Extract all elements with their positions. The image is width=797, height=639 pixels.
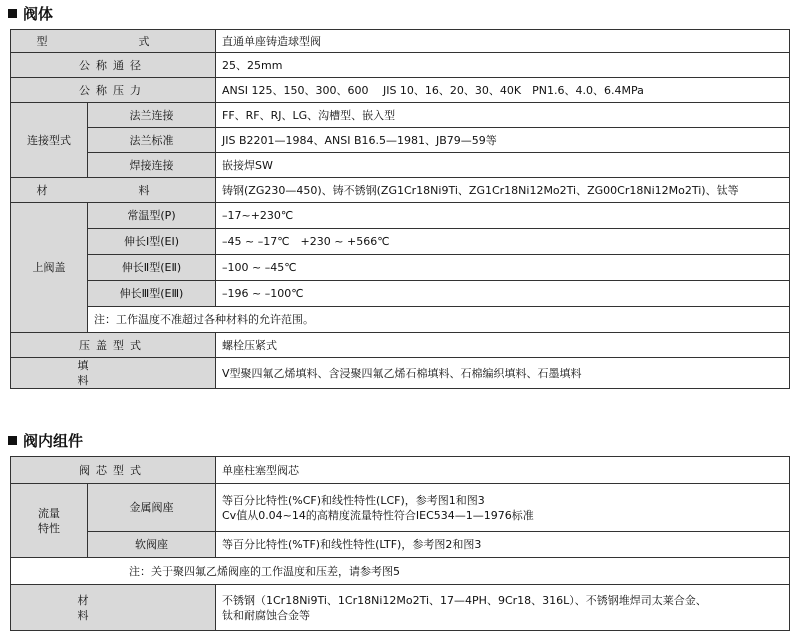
flange-standard-value: JIS B2201—1984、ANSI B16.5—1981、JB79—59等 — [216, 128, 790, 153]
normal-temp-value: –17~+230℃ — [216, 203, 790, 229]
soft-seat-value: 等百分比特性(%TF)和线性特性(LTF)，参考图2和图3 — [216, 532, 790, 558]
packing-label: 填 料 — [77, 359, 220, 387]
table-row — [11, 53, 790, 78]
table-row — [11, 229, 790, 255]
flow-characteristic-label — [11, 484, 88, 558]
table-row — [11, 178, 790, 203]
table-row — [11, 78, 790, 103]
type-value: 直通单座铸造球型阀 — [216, 30, 790, 53]
table-row — [11, 585, 790, 631]
extension-3-label: 伸长Ⅲ型(EⅢ) — [88, 281, 216, 307]
type-label: 型 式 — [36, 34, 190, 48]
extension-3-value: –196 ~ –100℃ — [216, 281, 790, 307]
trim-material-label: 材 料 — [77, 593, 220, 622]
plug-type-label: 阀芯型式 — [79, 463, 147, 477]
metal-seat-label: 金属阀座 — [88, 484, 216, 532]
table-row — [11, 255, 790, 281]
extension-2-label: 伸长Ⅱ型(EⅡ) — [88, 255, 216, 281]
table-row — [11, 532, 790, 558]
table-row — [11, 307, 790, 333]
metal-seat-value — [216, 484, 790, 532]
soft-seat-label: 软阀座 — [88, 532, 216, 558]
gland-type-label: 压盖型式 — [79, 338, 147, 352]
body-material-label: 材 料 — [36, 183, 190, 197]
table-row — [11, 103, 790, 128]
nominal-pressure-label: 公称压力 — [79, 83, 147, 97]
table-row — [11, 558, 790, 585]
square-bullet-icon — [8, 9, 17, 18]
extension-2-value: –100 ~ –45℃ — [216, 255, 790, 281]
body-spec-table — [10, 29, 790, 389]
weld-connection-value: 嵌接焊SW — [216, 153, 790, 178]
flange-connection-value: FF、RF、RJ、LG、沟槽型、嵌入型 — [216, 103, 790, 128]
table-row — [11, 153, 790, 178]
extension-1-value: –45 ~ –17℃ +230 ~ +566℃ — [216, 229, 790, 255]
table-row — [11, 457, 790, 484]
gland-type-value: 螺栓压紧式 — [216, 333, 790, 358]
flange-connection-label: 法兰连接 — [88, 103, 216, 128]
table-row — [11, 128, 790, 153]
table-row — [11, 203, 790, 229]
table-row — [11, 281, 790, 307]
trim-section-title — [8, 430, 83, 451]
body-section-title — [8, 3, 53, 24]
extension-1-label: 伸长Ⅰ型(EⅠ) — [88, 229, 216, 255]
square-bullet-icon — [8, 436, 17, 445]
trim-section-title-text: 阀内组件 — [23, 432, 84, 450]
flow-characteristic-label-line1: 流量 — [38, 506, 60, 520]
table-row — [11, 358, 790, 389]
nominal-diameter-label: 公称通径 — [79, 58, 147, 72]
body-material-value: 铸钢(ZG230—450)、铸不锈钢(ZG1Cr18Ni9Ti、ZG1Cr18Ni12Mo2Ti、ZG00Cr18Ni12Mo2Ti)、钛等 — [216, 178, 790, 203]
trim-material-value-line1: 不锈钢（1Cr18Ni9Ti、1Cr18Ni12Mo2Ti、17—4PH、9Cr18、316L）、不锈钢堆焊司太莱合金、 — [222, 593, 707, 607]
trim-spec-table — [10, 456, 790, 631]
table-row — [11, 333, 790, 358]
metal-seat-value-line1: 等百分比特性(%CF)和线性特性(LCF)，参考图1和图3 — [222, 493, 485, 507]
bonnet-note: 注：工作温度不准超过各种材料的允许范围。 — [88, 307, 790, 333]
soft-seat-note: 注：关于聚四氟乙烯阀座的工作温度和压差，请参考图5 — [11, 558, 790, 585]
trim-material-value-line2: 钛和耐腐蚀合金等 — [222, 608, 310, 622]
nominal-pressure-value: ANSI 125、150、300、600 JIS 10、16、20、30、40K PN1.6、4.0、6.4MPa — [216, 78, 790, 103]
normal-temp-label: 常温型(P) — [88, 203, 216, 229]
plug-type-value: 单座柱塞型阀芯 — [216, 457, 790, 484]
bonnet-label: 上阀盖 — [11, 203, 88, 333]
connection-type-label: 连接型式 — [11, 103, 88, 178]
table-row — [11, 484, 790, 532]
flow-characteristic-label-line2: 特性 — [38, 521, 60, 535]
flange-standard-label: 法兰标准 — [88, 128, 216, 153]
table-row — [11, 30, 790, 53]
weld-connection-label: 焊接连接 — [88, 153, 216, 178]
body-section-title-text: 阀体 — [23, 5, 54, 23]
trim-material-value — [216, 585, 790, 631]
nominal-diameter-value: 25、25mm — [216, 53, 790, 78]
metal-seat-value-line2: Cv值从0.04~14的高精度流量特性符合IEC534—1—1976标准 — [222, 508, 534, 522]
packing-value: V型聚四氟乙烯填料、含浸聚四氟乙烯石棉填料、石棉编织填料、石墨填料 — [216, 358, 790, 389]
